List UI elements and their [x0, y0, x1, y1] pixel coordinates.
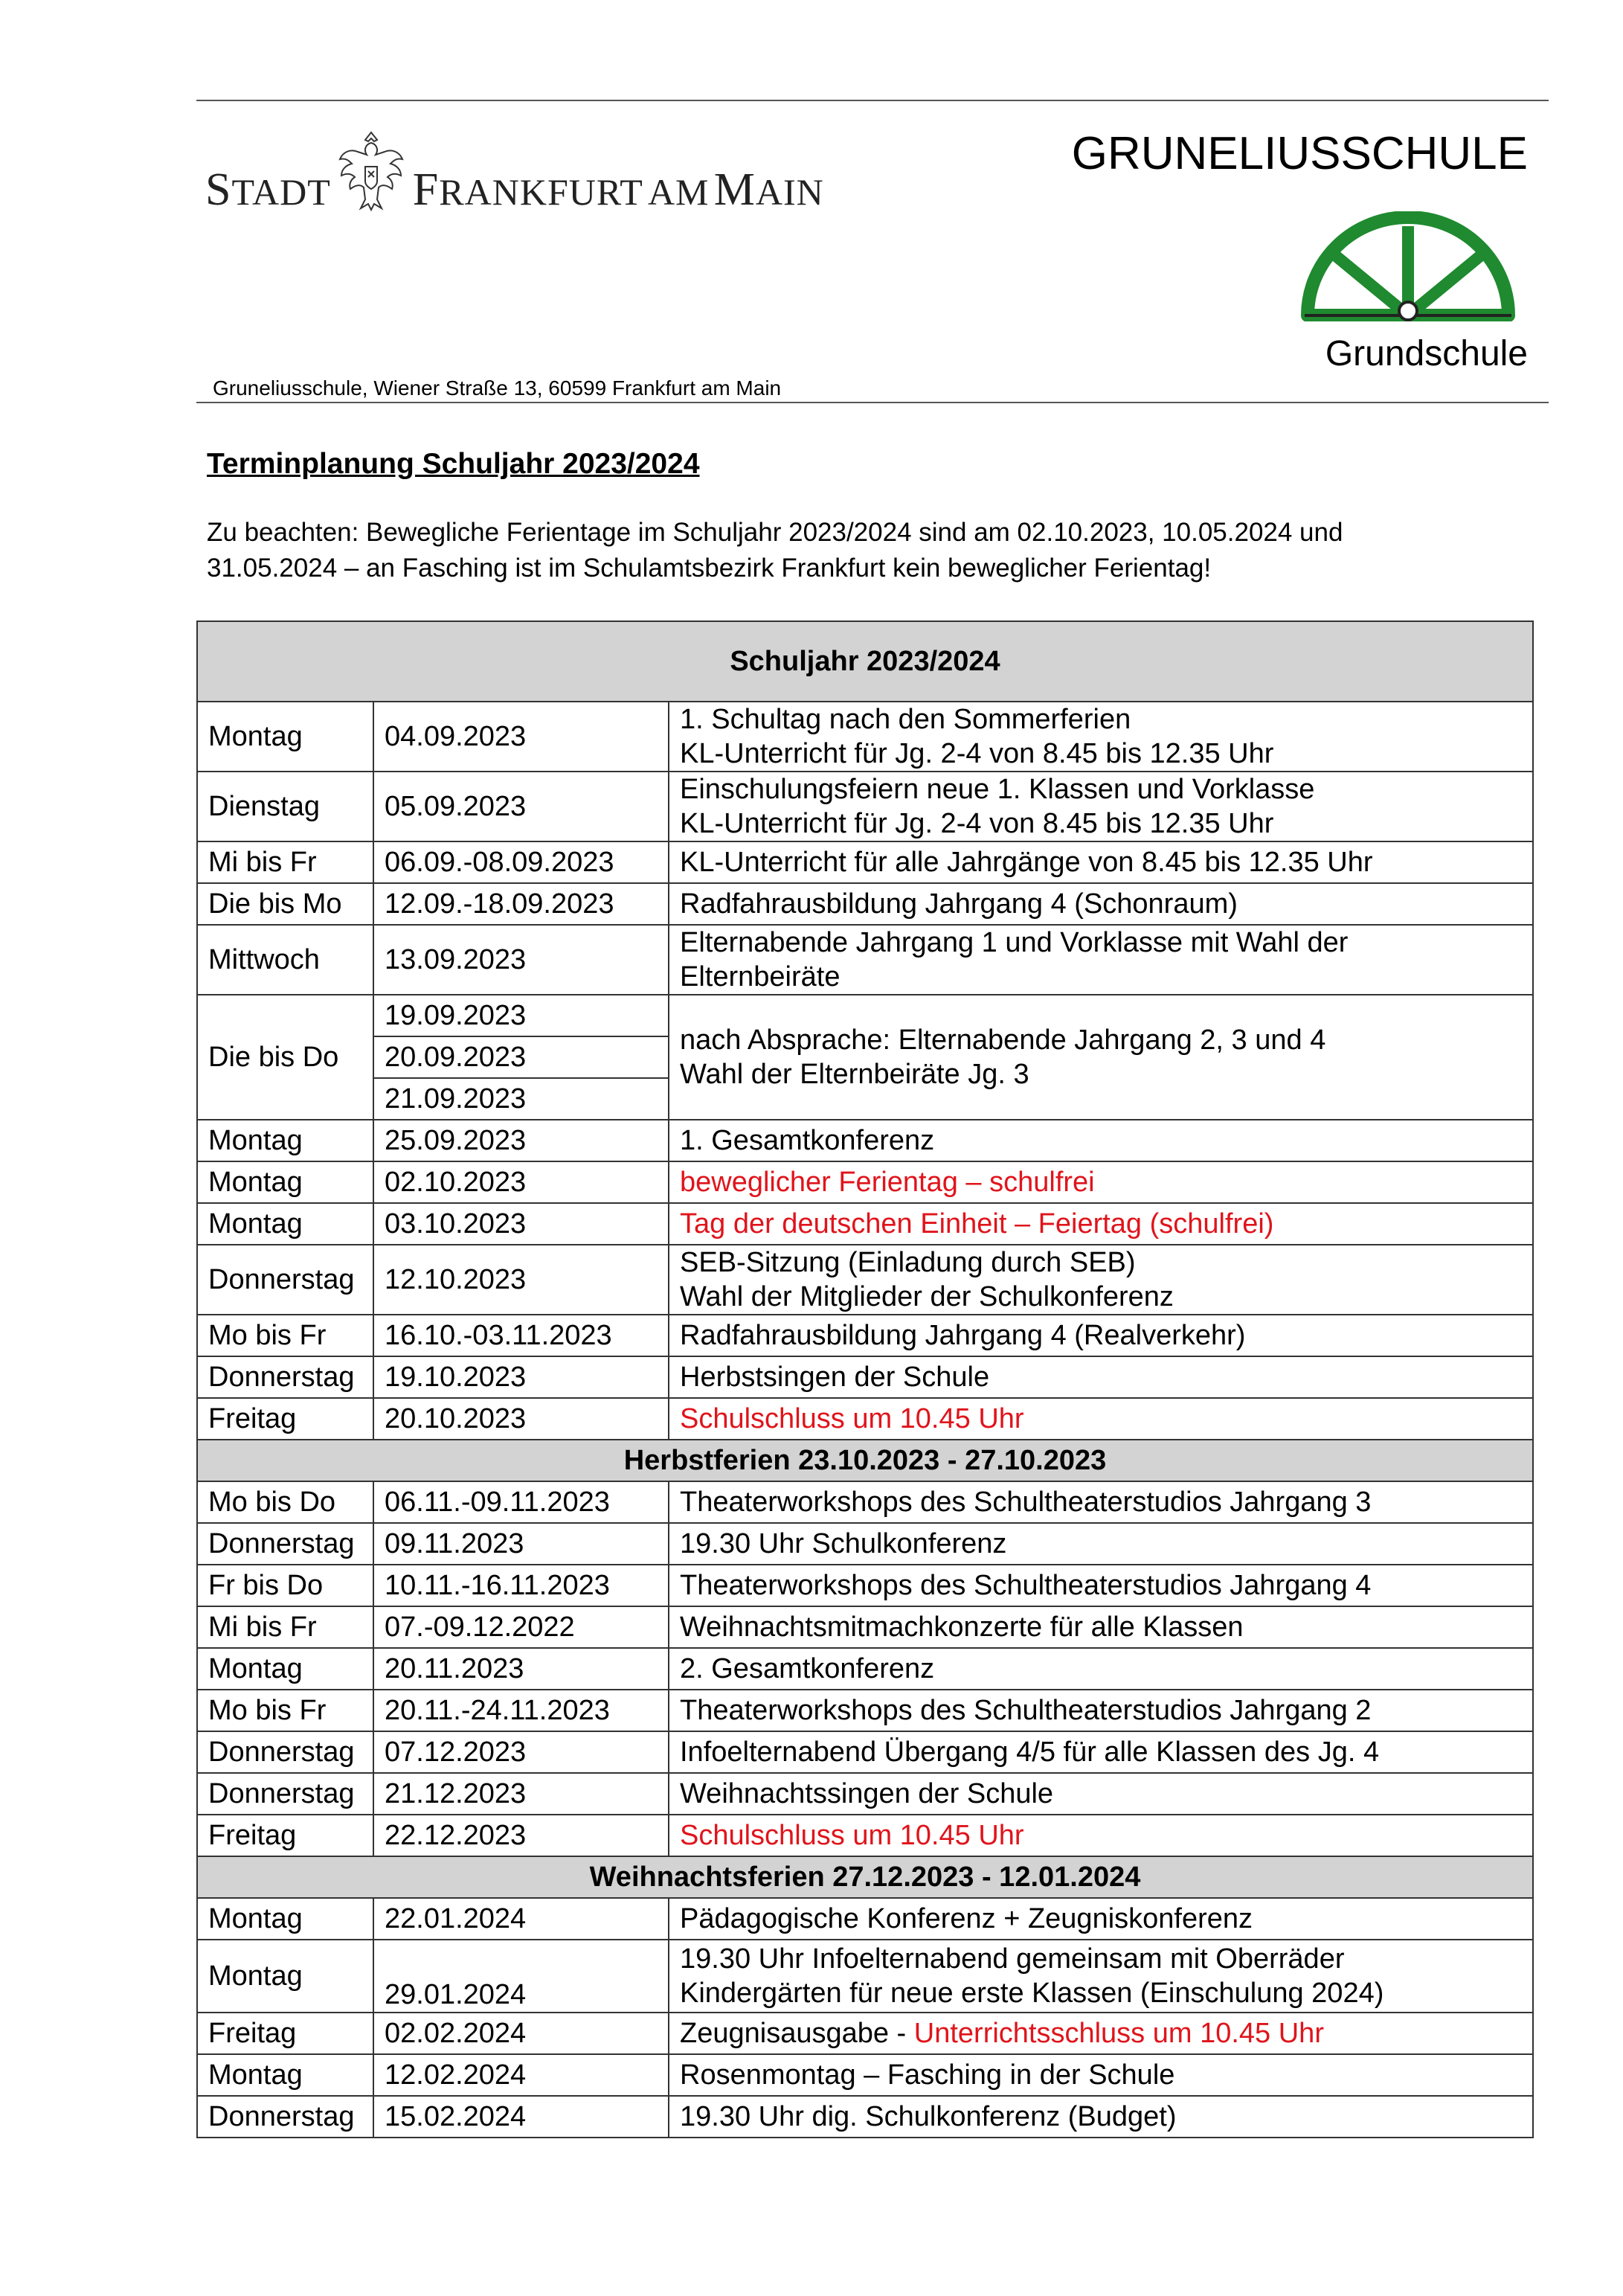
holiday-banner: Weihnachtsferien 27.12.2023 - 12.01.2024: [197, 1856, 1533, 1898]
city-logo: [205, 125, 824, 213]
event-cell: SEB-Sitzung (Einladung durch SEB) Wahl der Mitglieder der Schulkonferenz: [669, 1245, 1533, 1315]
document-title: Terminplanung Schuljahr 2023/2024: [207, 448, 700, 480]
table-row: [197, 1481, 1533, 1523]
date-cell: 13.09.2023: [373, 925, 669, 995]
notice-paragraph: [207, 515, 1486, 586]
day-cell: Donnerstag: [197, 1245, 373, 1315]
date-cell: 04.09.2023: [373, 702, 669, 772]
table-row: [197, 1940, 1533, 2013]
table-row: [197, 1398, 1533, 1440]
event-cell: 2. Gesamtkonferenz: [669, 1648, 1533, 1690]
day-cell: Montag: [197, 1898, 373, 1940]
holiday-banner-row: [197, 1856, 1533, 1898]
event-cell: nach Absprache: Elternabende Jahrgang 2, 3 und 4 Wahl der Elternbeiräte Jg. 3: [669, 995, 1533, 1120]
event-cell: 1. Schultag nach den Sommerferien KL-Unterricht für Jg. 2-4 von 8.45 bis 12.35 Uhr: [669, 702, 1533, 772]
date-cell: 16.10.-03.11.2023: [373, 1315, 669, 1356]
date-cell: 12.10.2023: [373, 1245, 669, 1315]
table-row: [197, 1731, 1533, 1773]
table-row: [197, 1690, 1533, 1731]
table-row: [197, 1120, 1533, 1161]
school-name: GRUNELIUSSCHULE: [1071, 128, 1528, 179]
day-cell: Die bis Mo: [197, 883, 373, 925]
day-cell: Mo bis Do: [197, 1481, 373, 1523]
day-cell: Mo bis Fr: [197, 1690, 373, 1731]
table-row: [197, 1648, 1533, 1690]
date-cell: 20.10.2023: [373, 1398, 669, 1440]
event-cell: 19.30 Uhr dig. Schulkonferenz (Budget): [669, 2096, 1533, 2138]
city-word-stadt: STADT: [205, 164, 331, 215]
table-row: [197, 1203, 1533, 1245]
date-cell: 20.11.-24.11.2023: [373, 1690, 669, 1731]
event-cell-highlight: Tag der deutschen Einheit – Feiertag (schulfrei): [669, 1203, 1533, 1245]
day-cell: Montag: [197, 1203, 373, 1245]
day-cell: Freitag: [197, 1398, 373, 1440]
holiday-banner-row: [197, 1440, 1533, 1481]
date-cell: 15.02.2024: [373, 2096, 669, 2138]
table-row: [197, 2054, 1533, 2096]
date-cell: 07.12.2023: [373, 1731, 669, 1773]
event-cell: Infoelternabend Übergang 4/5 für alle Klassen des Jg. 4: [669, 1731, 1533, 1773]
date-cell: 21.12.2023: [373, 1773, 669, 1815]
date-cell: 06.11.-09.11.2023: [373, 1481, 669, 1523]
event-cell: Weihnachtsmitmachkonzerte für alle Klassen: [669, 1606, 1533, 1648]
sender-address: Gruneliusschule, Wiener Straße 13, 60599 Frankfurt am Main: [213, 376, 782, 400]
date-cell: 09.11.2023: [373, 1523, 669, 1565]
event-cell: Pädagogische Konferenz + Zeugniskonferenz: [669, 1898, 1533, 1940]
table-row: [197, 1523, 1533, 1565]
date-cell: 21.09.2023: [373, 1078, 669, 1120]
date-cell: 06.09.-08.09.2023: [373, 841, 669, 883]
event-cell: Herbstsingen der Schule: [669, 1356, 1533, 1398]
table-row: [197, 1161, 1533, 1203]
event-cell: Weihnachtssingen der Schule: [669, 1773, 1533, 1815]
school-wheel-logo-icon: [1300, 211, 1516, 321]
date-cell: 19.10.2023: [373, 1356, 669, 1398]
notice-line: 31.05.2024 – an Fasching ist im Schulamtsbezirk Frankfurt kein beweglicher Ferientag!: [207, 554, 1212, 583]
day-cell: Mi bis Fr: [197, 841, 373, 883]
day-cell: Freitag: [197, 1815, 373, 1856]
city-word-frankfurt: FRANKFURT AM MAIN: [412, 164, 824, 215]
day-cell: Mittwoch: [197, 925, 373, 995]
date-cell: 07.-09.12.2022: [373, 1606, 669, 1648]
table-row: [197, 995, 1533, 1036]
table-row: [197, 841, 1533, 883]
day-cell: Montag: [197, 1161, 373, 1203]
date-cell: 02.02.2024: [373, 2013, 669, 2054]
date-cell: 20.09.2023: [373, 1036, 669, 1078]
event-cell: Rosenmontag – Fasching in der Schule: [669, 2054, 1533, 2096]
date-cell: 19.09.2023: [373, 995, 669, 1036]
date-cell: 10.11.-16.11.2023: [373, 1565, 669, 1606]
event-cell: Elternabende Jahrgang 1 und Vorklasse mit Wahl der Elternbeiräte: [669, 925, 1533, 995]
school-type: Grundschule: [1325, 334, 1528, 373]
event-cell: Theaterworkshops des Schultheaterstudios Jahrgang 2: [669, 1690, 1533, 1731]
day-cell: Donnerstag: [197, 1523, 373, 1565]
notice-line: Zu beachten: Bewegliche Ferientage im Schuljahr 2023/2024 sind am 02.10.2023, 10.05.2024 und: [207, 518, 1343, 547]
eagle-crest-icon: [335, 129, 407, 213]
day-cell: Mo bis Fr: [197, 1315, 373, 1356]
day-cell: Donnerstag: [197, 1356, 373, 1398]
table-row: [197, 1815, 1533, 1856]
day-cell: Dienstag: [197, 772, 373, 841]
table-row: [197, 2013, 1533, 2054]
table-row: [197, 883, 1533, 925]
date-cell: 22.01.2024: [373, 1898, 669, 1940]
day-cell: Fr bis Do: [197, 1565, 373, 1606]
event-cell: KL-Unterricht für alle Jahrgänge von 8.45 bis 12.35 Uhr: [669, 841, 1533, 883]
day-cell: Die bis Do: [197, 995, 373, 1120]
event-cell: 19.30 Uhr Infoelternabend gemeinsam mit Oberräder Kindergärten für neue erste Klassen (Einschulung 2024): [669, 1940, 1533, 2013]
date-cell: 03.10.2023: [373, 1203, 669, 1245]
date-cell: 12.02.2024: [373, 2054, 669, 2096]
event-cell: 19.30 Uhr Schulkonferenz: [669, 1523, 1533, 1565]
date-cell: 29.01.2024: [373, 1940, 669, 2013]
table-row: [197, 1898, 1533, 1940]
table-row: [197, 1773, 1533, 1815]
table-row: [197, 1356, 1533, 1398]
table-row: [197, 702, 1533, 772]
letterhead-top-rule: [196, 100, 1549, 101]
event-cell: Zeugnisausgabe - Unterrichtsschluss um 10.45 Uhr: [669, 2013, 1533, 2054]
table-row: [197, 772, 1533, 841]
table-row: [197, 2096, 1533, 2138]
day-cell: Freitag: [197, 2013, 373, 2054]
day-cell: Montag: [197, 1648, 373, 1690]
event-cell: Theaterworkshops des Schultheaterstudios Jahrgang 3: [669, 1481, 1533, 1523]
table-row: [197, 1565, 1533, 1606]
event-cell: Theaterworkshops des Schultheaterstudios Jahrgang 4: [669, 1565, 1533, 1606]
holiday-banner: Herbstferien 23.10.2023 - 27.10.2023: [197, 1440, 1533, 1481]
event-cell: Einschulungsfeiern neue 1. Klassen und Vorklasse KL-Unterricht für Jg. 2-4 von 8.45 bis 12.35 Uhr: [669, 772, 1533, 841]
table-row: [197, 1606, 1533, 1648]
event-cell-highlight: beweglicher Ferientag – schulfrei: [669, 1161, 1533, 1203]
day-cell: Montag: [197, 1120, 373, 1161]
day-cell: Montag: [197, 702, 373, 772]
table-header-row: [197, 621, 1533, 702]
event-cell: Radfahrausbildung Jahrgang 4 (Realverkehr): [669, 1315, 1533, 1356]
schedule-table: [196, 621, 1534, 2138]
event-cell-highlight: Schulschluss um 10.45 Uhr: [669, 1398, 1533, 1440]
date-cell: 22.12.2023: [373, 1815, 669, 1856]
day-cell: Mi bis Fr: [197, 1606, 373, 1648]
day-cell: Donnerstag: [197, 2096, 373, 2138]
event-cell: Radfahrausbildung Jahrgang 4 (Schonraum): [669, 883, 1533, 925]
table-row: [197, 1315, 1533, 1356]
day-cell: Donnerstag: [197, 1731, 373, 1773]
event-cell-highlight: Schulschluss um 10.45 Uhr: [669, 1815, 1533, 1856]
table-row: [197, 1245, 1533, 1315]
date-cell: 20.11.2023: [373, 1648, 669, 1690]
day-cell: Montag: [197, 2054, 373, 2096]
date-cell: 02.10.2023: [373, 1161, 669, 1203]
day-cell: Montag: [197, 1940, 373, 2013]
table-row: [197, 925, 1533, 995]
event-cell: 1. Gesamtkonferenz: [669, 1120, 1533, 1161]
table-header: Schuljahr 2023/2024: [197, 621, 1533, 702]
date-cell: 12.09.-18.09.2023: [373, 883, 669, 925]
day-cell: Donnerstag: [197, 1773, 373, 1815]
letterhead-bottom-rule: [196, 402, 1549, 403]
date-cell: 05.09.2023: [373, 772, 669, 841]
date-cell: 25.09.2023: [373, 1120, 669, 1161]
